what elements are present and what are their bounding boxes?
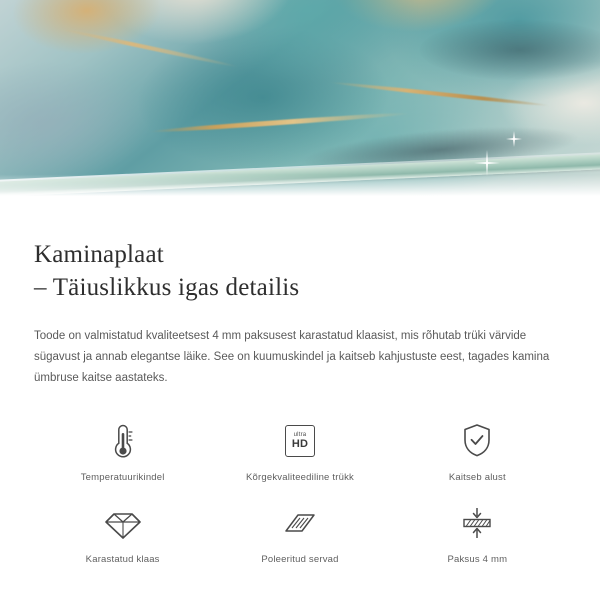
feature-label: Karastatud klaas (85, 554, 160, 565)
ultra-hd-badge-bottom: HD (291, 438, 309, 450)
feature-label: Kaitseb alust (448, 472, 506, 483)
thickness-icon (455, 501, 499, 545)
thermometer-icon (103, 419, 143, 463)
ultra-hd-icon (285, 419, 315, 463)
hero-image (0, 0, 600, 222)
page-title (34, 222, 566, 304)
page-title-line-1: Kaminaplaat (34, 241, 164, 268)
feature-item-tempered-glass (34, 501, 211, 565)
hero-fade-overlay (0, 150, 600, 222)
content-area (0, 222, 600, 565)
feature-item-print-quality (211, 419, 388, 483)
feature-item-temperature (34, 419, 211, 483)
shield-check-icon (457, 419, 497, 463)
feature-grid (34, 419, 566, 565)
feature-label: Paksus 4 mm (447, 554, 508, 565)
feature-label: Temperatuurikindel (80, 472, 165, 483)
feature-item-thickness (389, 501, 566, 565)
feature-label: Poleeritud servad (261, 554, 339, 565)
diamond-icon (101, 501, 145, 545)
feature-item-polished-edges (211, 501, 388, 565)
ultra-hd-badge-top: ultra (293, 432, 307, 438)
polished-edges-icon (278, 501, 322, 545)
product-description-text: Toode on valmistatud kvaliteetsest 4 mm paksusest karastatud klaasist, mis rõhutab trüki värvide sügavust ja annab elegantse läike. See on kuumuskindel ja kaitseb kahjustuste eest, tagades kamina ümbruse kaitse aastateks. (34, 330, 550, 384)
feature-label: Kõrgekvaliteediline trükk (246, 472, 354, 483)
feature-item-surface-protection (389, 419, 566, 483)
page-title-line-2: – Täiuslikkus igas detailis (34, 274, 300, 301)
